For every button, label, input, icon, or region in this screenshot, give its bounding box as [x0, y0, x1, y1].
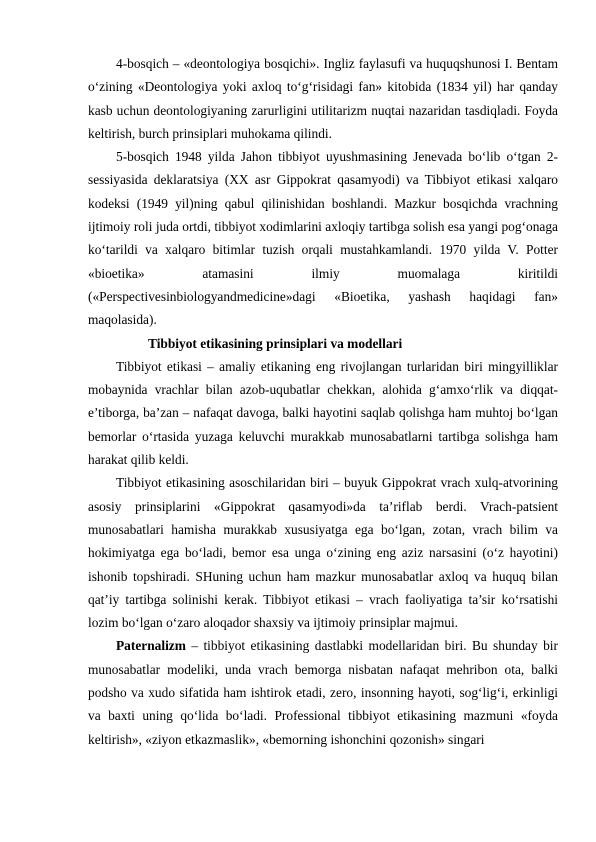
section-heading: Tibbiyot etikasining prinsiplari va modellari	[148, 335, 403, 351]
paragraph-geneva-stage: 5-bosqich 1948 yilda Jahon tibbiyot uyushmasining Jenevada bo‘lib o‘tgan 2-sessiyasida deklaratsiya (XX asr Gippokrat qasamyodi) va Tibbiyot etikasi xalqaro kodeksi (1949 yil)ning qabul qilinishidan boshlandi. Mazkur bosqichda vrachning ijtimoiy roli juda ortdi, tibbiyot xodimlarini axloqiy tartibga solish esa yangi pog‘onaga ko‘tarildi va xalqaro bitimlar tuzish orqali mustahkamlandi. 1970 yilda V. Potter «bioetika» atamasini ilmiy muomalaga kiritildi («Perspectivesinbiologyandmedicine»dagi «Bioetika, yashash haqidagi fan» maqolasida).	[88, 149, 558, 328]
paragraph-paternalism	[88, 634, 558, 750]
paragraph-medical-ethics: Tibbiyot etikasi – amaliy etikaning eng rivojlangan turlaridan biri mingyilliklar mobaynida vrachlar bilan azob-uqubatlar chekkan, alohida g‘amxo‘rlik va diqqat-e’tiborga, ba’zan – nafaqat davoga, balki hayotini saqlab qolishga ham muhtoj bo‘lgan bemorlar o‘rtasida yuzaga keluvchi murakkab munosabatlarni tartibga solishga ham harakat qilib keldi.	[88, 358, 558, 468]
document-page	[88, 52, 558, 751]
paragraph-hippocrates: Tibbiyot etikasining asoschilaridan biri – buyuk Gippokrat vrach xulq-atvorining asosiy prinsiplarini «Gippokrat qasamyodi»da ta’riflab berdi. Vrach-patsient munosabatlari hamisha murakkab xususiyatga ega bo‘lgan, zotan, vrach bilim va hokimiyatga ega bo‘ladi, bemor esa unga o‘zining eng aziz narsasini (o‘z hayotini) ishonib topshiradi. SHuning uchun ham mazkur munosabatlar axloq va huquq bilan qat’iy tartibga solinishi kerak. Tibbiyot etikasi – vrach faoliyatiga ta’sir ko‘rsatishi lozim bo‘lgan o‘zaro aloqador shaxsiy va ijtimoiy prinsiplar majmui.	[88, 475, 558, 631]
term-paternalism: Paternalizm	[116, 638, 186, 654]
paragraph-paternalism-text: – tibbiyot etikasining dastlabki modellaridan biri. Bu shunday bir munosabatlar modeliki, unda vrach bemorga nisbatan nafaqat mehribon ota, balki podsho va xudo sifatida ham ishtirok etadi, zero, insonning hayoti, sog‘lig‘i, erkinligi va baxti uning qo‘lida bo‘ladi. Professional tibbiyot etikasining mazmuni «foyda keltirish», «ziyon etkazmaslik», «bemorning ishonchini qozonish» singari	[88, 638, 558, 747]
paragraph-deontology-stage: 4-bosqich – «deontologiya bosqichi». Ingliz faylasufi va huquqshunosi I. Bentam o‘zining «Deontologiya yoki axloq to‘g‘risidagi fan» kitobida (1834 yil) har qanday kasb uchun deontologiyaning zarurligini utilitarizm nuqtai nazaridan tasdiqladi. Foyda keltirish, burch prinsiplari muhokama qilindi.	[88, 56, 558, 141]
